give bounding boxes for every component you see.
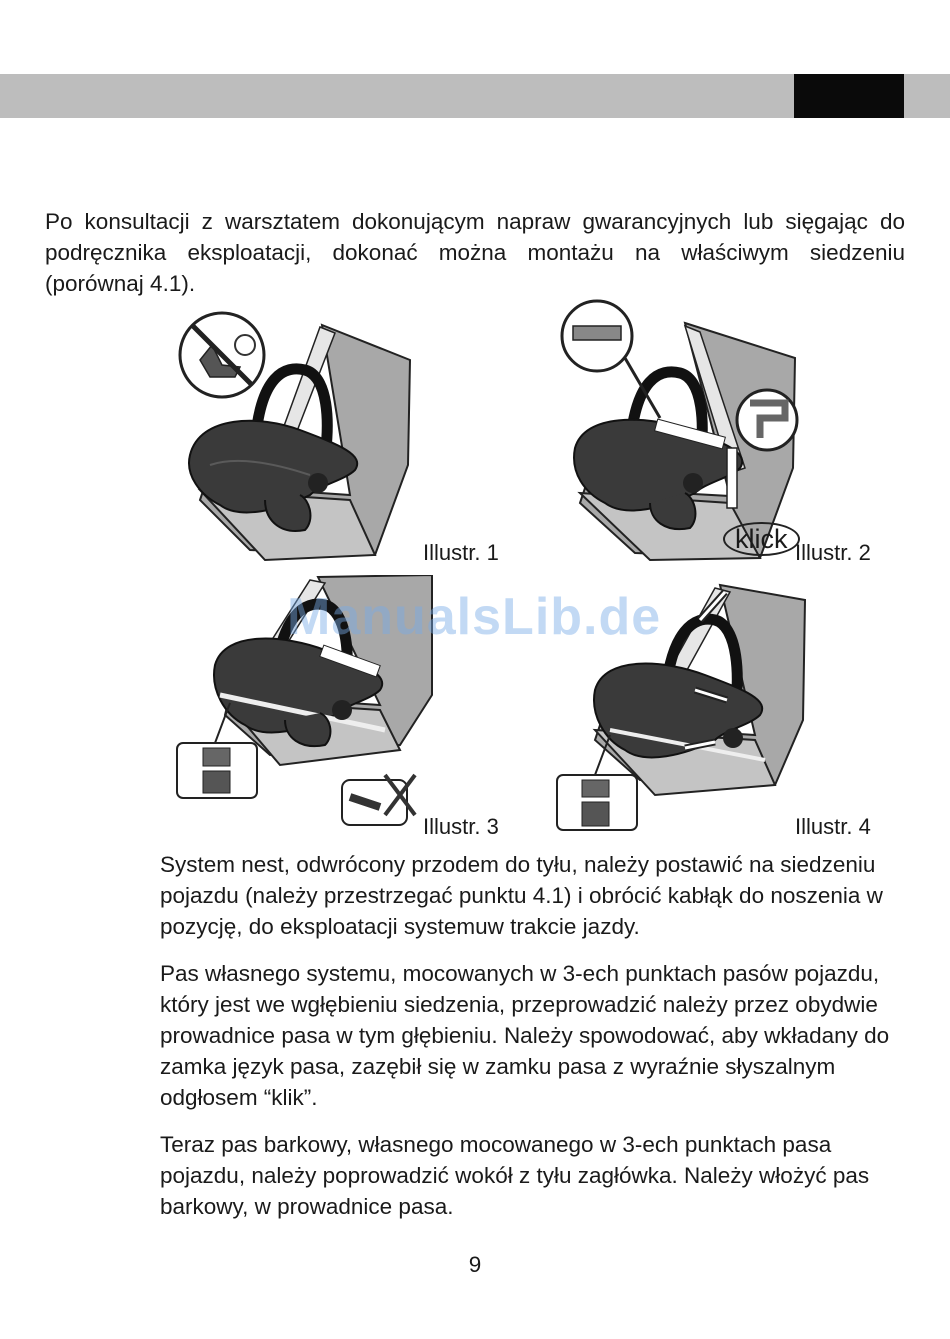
paragraph-2: Pas własnego systemu, mocowanych w 3-ech punktach pasów pojazdu, który jest we wgłębieniu siedzenia, przeprowadzić należy przez obydwie prowadnice pasa w tym głębieniu. Należy spowodować, aby wkładany do zamka język pasa, zazębił się w zamku pasa z wyraźnie słyszalnym odgłosem “klik”. (160, 961, 890, 1110)
header-block (794, 74, 904, 118)
illustration-2 (555, 298, 900, 573)
paragraph-3: Teraz pas barkowy, własnego mocowanego w 3-ech punktach pasa pojazdu, należy poprowadzić wokół z tyłu zagłówka. Należy włożyć pas barkowy, w prowadnice pasa. (160, 1132, 870, 1219)
illustration-2-caption: Illustr. 2 (795, 540, 871, 565)
body-text (160, 849, 920, 1238)
illustration-3-caption: Illustr. 3 (423, 814, 499, 839)
illustration-1 (170, 305, 515, 570)
intro-paragraph: Po konsultacji z warsztatem dokonującym napraw gwarancyjnych lub sięgając do podręcznika eksploatacji, dokonać można montażu na właściwym siedzeniu (porównaj 4.1). (45, 209, 905, 296)
paragraph-1: System nest, odwrócony przodem do tyłu, należy postawić na siedzeniu pojazdu (należy przestrzegać punktu 4.1) i obrócić kabłąk do noszenia w pozycję, do eksploatacji systemuw trakcie jazdy. (160, 852, 883, 939)
klick-callout: klick (723, 522, 800, 556)
watermark: ManualsLib.de (287, 588, 662, 646)
illustration-1-caption: Illustr. 1 (423, 540, 499, 565)
illustration-4-caption: Illustr. 4 (795, 814, 871, 839)
page-number: 9 (468, 1252, 482, 1277)
